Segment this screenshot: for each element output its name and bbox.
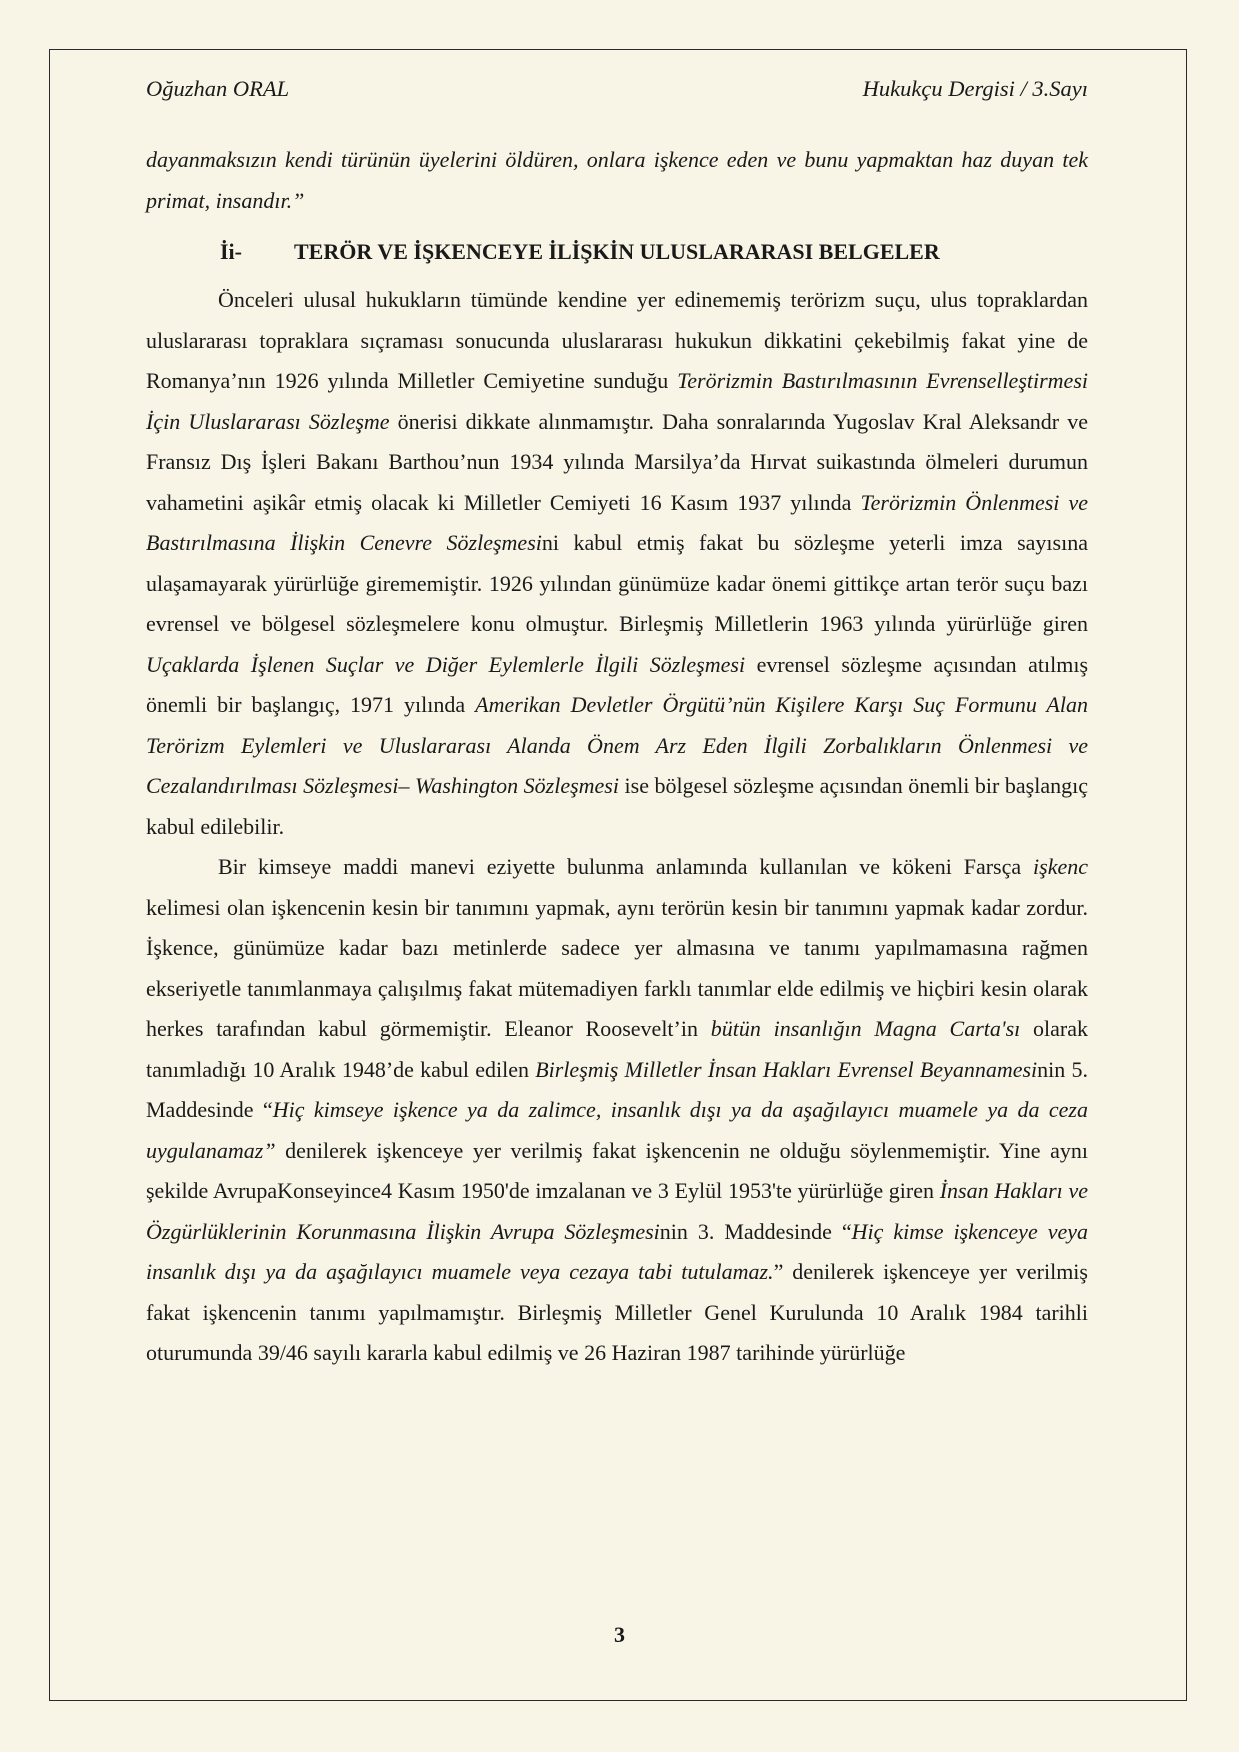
header-author: Oğuzhan ORAL [146, 76, 290, 101]
italic-run: Hiç kimseye işkence ya da zalimce, insanlık dışı ya da aşağılayıcı muamele ya da ceza uygulanamaz” [146, 1097, 1088, 1163]
text-run: olarak tanımladığı 10 Aralık 1948’de kabul edilen [146, 1016, 1089, 1082]
section-title: TERÖR VE İŞKENCEYE İLİŞKİN ULUSLARARASI BELGELER [294, 239, 940, 264]
header-journal: Hukukçu Dergisi / 3.Sayı [862, 76, 1088, 101]
intro-text: dayanmaksızın kendi türünün üyelerini öldüren, onlara işkence eden ve bunu yapmaktan haz duyan tek primat, insandır.” [146, 147, 1088, 213]
italic-run: Amerikan Devletler Örgütü’nün Kişilere Karşı Suç Formunu Alan Terörizm Eylemleri ve Uluslararası Alanda Önem Arz Eden İlgili Zorbalıkların Önlenmesi ve Cezalandırılması Sözleşmesi– Washington Sözleşmesi [146, 692, 1088, 798]
italic-run: İnsan Hakları ve Özgürlüklerinin Korunmasına İlişkin Avrupa Sözleşmesi [146, 1178, 1088, 1244]
text-run: ni kabul etmiş fakat bu sözleşme yeterli imza sayısına ulaşamayarak yürürlüğe girememiştir. 1926 yılından günümüze kadar önemi gittikçe artan terör suçu bazı evrensel ve bölgesel sözleşmelere konu olmuştur. Birleşmiş Milletlerin 1963 yılında yürürlüğe giren [146, 530, 1088, 636]
italic-run: Uçaklarda İşlenen Suçlar ve Diğer Eylemlerle İlgili Sözleşmesi [146, 651, 746, 677]
text-run: denilerek işkenceye yer verilmiş fakat işkencenin ne olduğu söylenmemiştir. Yine aynı şekilde AvrupaKonseyince4 Kasım 1950'de imzalanan ve 3 Eylül 1953'te yürürlüğe giren [146, 1137, 1088, 1203]
text-run: kelimesi olan işkencenin kesin bir tanımını yapmak, aynı terörün kesin bir tanımını yapmak kadar zordur. İşkence, günümüze kadar bazı metinlerde sadece yer almasına ve tanımı yapılmamasına rağmen ekseriyetle tanımlanmaya çalışılmış fakat mütemadiyen farklı tanımlar elde edilmiş ve hiçbiri kesin olarak herkes tarafından kabul görmemiştir. Eleanor Roosevelt’in [146, 894, 1088, 1041]
italic-run: Terörizmin Bastırılmasının Evrenselleştirmesi İçin Uluslararası Sözleşme [146, 368, 1088, 434]
paragraph-torture [146, 847, 1088, 1374]
section-heading [220, 232, 940, 272]
paragraph-terror [146, 280, 1088, 847]
running-header [146, 74, 1088, 104]
intro-quote [146, 140, 1088, 221]
italic-run: Hiç kimse işkenceye veya insanlık dışı ya da aşağılayıcı muamele veya cezaya tabi tutulamaz. [146, 1218, 1088, 1284]
text-run: Önceleri ulusal hukukların tümünde kendine yer edinememiş terörizm suçu, ulus topraklardan uluslararası topraklara sıçraması sonucunda uluslararası hukukun dikkatini çekebilmiş fakat yine de Romanya’nın 1926 yılında Milletler Cemiyetine sunduğu [146, 287, 1088, 393]
text-run: Bir kimseye maddi manevi eziyette bulunma anlamında kullanılan ve kökeni Farsça [218, 854, 1034, 879]
italic-run: bütün insanlığın Magna Carta'sı [710, 1016, 1021, 1041]
section-number: İi- [220, 239, 242, 264]
page-number: 3 [614, 1622, 625, 1647]
text-run: nin 3. Maddesinde “ [659, 1218, 852, 1244]
italic-run: işkenc [1033, 854, 1088, 879]
text-run: ” denilerek işkenceye yer verilmiş fakat işkencenin tanımı yapılmamıştır. Birleşmiş Milletler Genel Kurulunda 10 Aralık 1984 tarihli oturumunda 39/46 sayılı kararla kabul edilmiş ve 26 Haziran 1987 tarihinde yürürlüğe [146, 1259, 1088, 1365]
italic-run: Birleşmiş Milletler İnsan Hakları Evrensel Beyannamesi [535, 1056, 1038, 1082]
body-text [146, 280, 1088, 1374]
italic-run: Terörizmin Önlenmesi ve Bastırılmasına İlişkin Cenevre Sözleşmesi [146, 489, 1088, 555]
text-run: evrensel sözleşme açısından atılmış önemli bir başlangıç, 1971 yılında [146, 651, 1089, 717]
text-run: ise bölgesel sözleşme açısından önemli bir başlangıç kabul edilebilir. [146, 773, 1088, 839]
text-run: nin 5. Maddesinde “ [146, 1056, 1088, 1122]
text-run: önerisi dikkate alınmamıştır. Daha sonralarında Yugoslav Kral Aleksandr ve Fransız Dış İşleri Bakanı Barthou’nun 1934 yılında Marsilya’da Hırvat suikastında ölmeleri durumun vahametini aşikâr etmiş olacak ki Milletler Cemiyeti 16 Kasım 1937 yılında [146, 408, 1088, 515]
